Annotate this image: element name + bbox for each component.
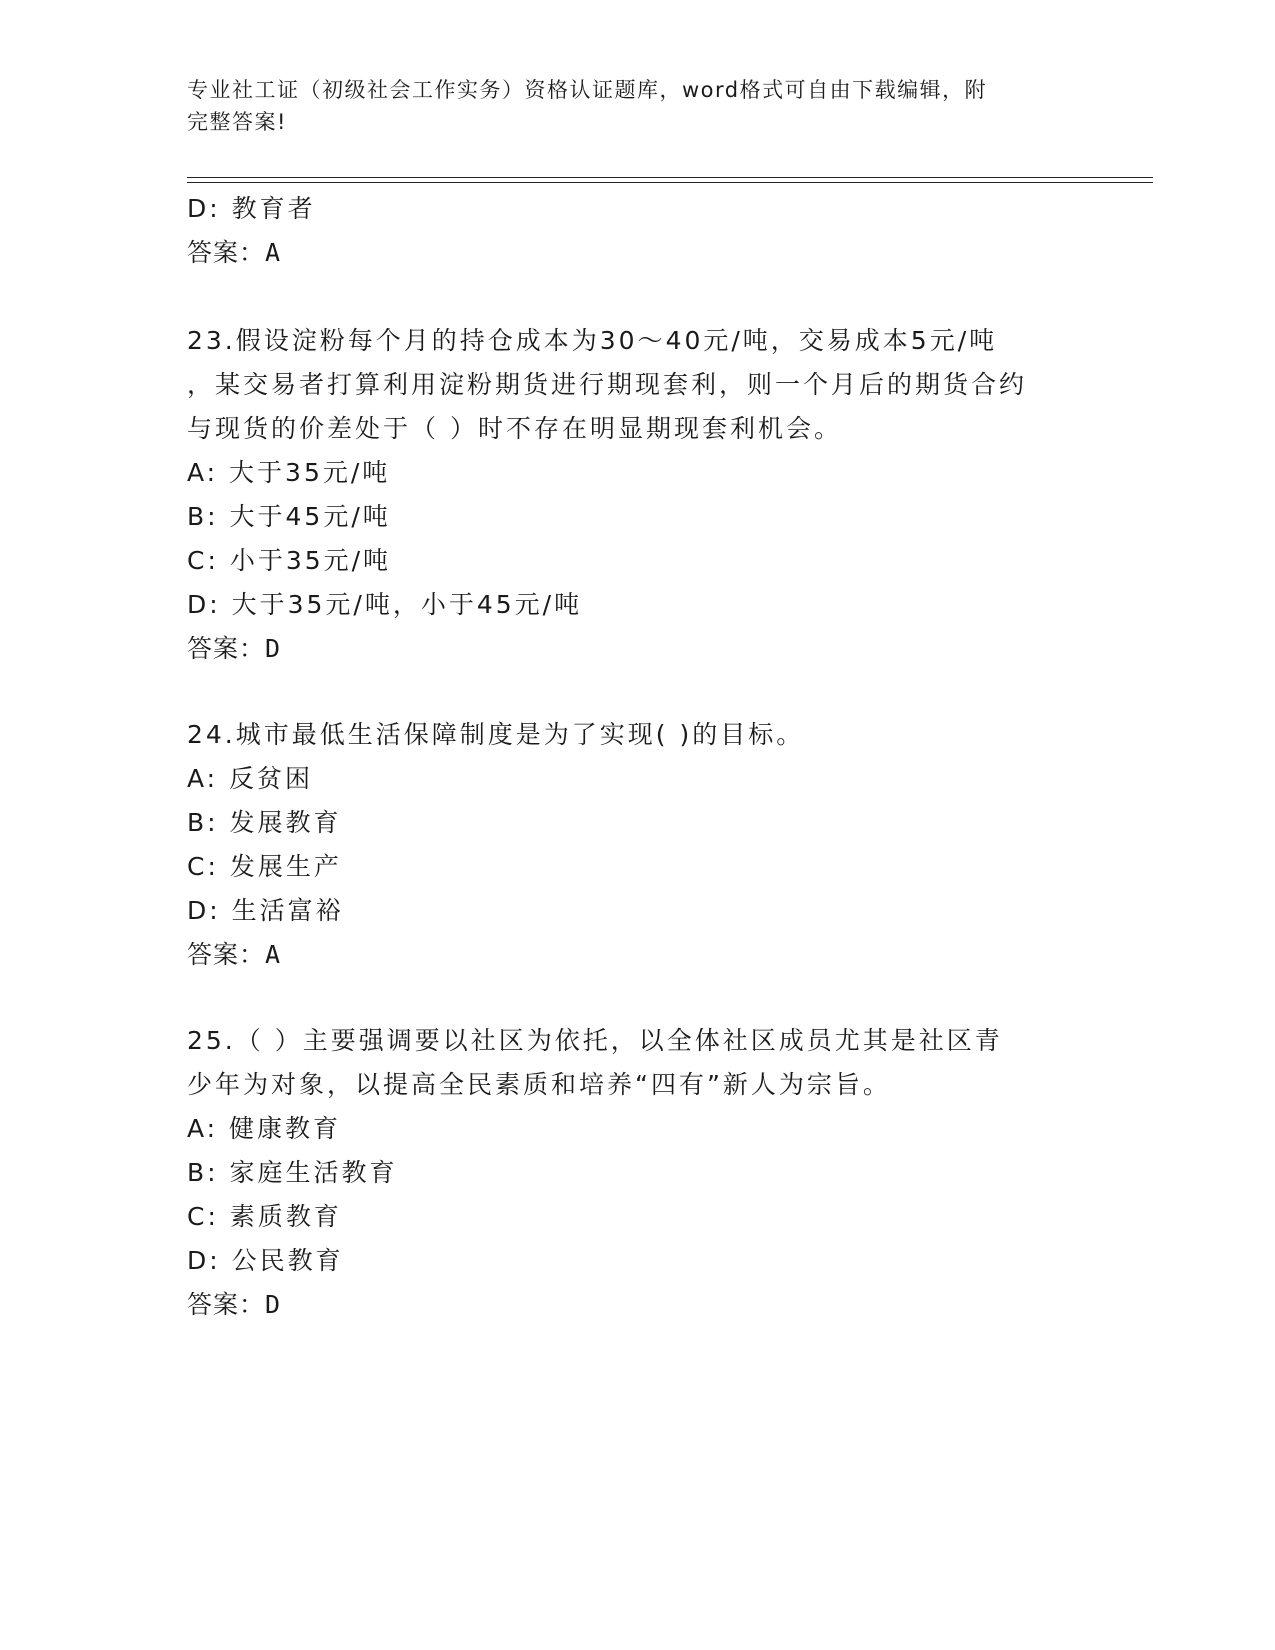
answer-label: 答案： [187, 1290, 266, 1319]
q25-stem-line-2: 少年为对象，以提高全民素质和培养“四有”新人为宗旨。 [187, 1070, 891, 1099]
q23-option-c: C: 小于35元/吨 [187, 546, 392, 575]
header-title-line-1: 专业社工证（初级社会工作实务）资格认证题库，word格式可自由下载编辑，附 [187, 78, 988, 102]
header-divider-bottom [187, 182, 1153, 183]
q23-stem-line-2: ，某交易者打算利用淀粉期货进行期现套利，则一个月后的期货合约 [187, 370, 1028, 399]
answer-label: 答案： [187, 634, 266, 663]
q23-option-a: A: 大于35元/吨 [187, 458, 391, 487]
q23-option-b: B: 大于45元/吨 [187, 502, 391, 531]
q25-option-b: B: 家庭生活教育 [187, 1158, 398, 1187]
q25-option-d: D: 公民教育 [187, 1246, 344, 1275]
q24-answer [187, 938, 281, 972]
q23-option-d: D: 大于35元/吨，小于45元/吨 [187, 590, 583, 619]
document-header [187, 74, 1077, 138]
q25-option-c: C: 素质教育 [187, 1202, 342, 1231]
q25-answer [187, 1288, 281, 1322]
answer-value: A [265, 940, 282, 969]
q24-stem-line-1: 24.城市最低生活保障制度是为了实现( )的目标。 [187, 720, 805, 749]
q23-stem-line-3: 与现货的价差处于（ ）时不存在明显期现套利机会。 [187, 414, 842, 443]
answer-value: D [265, 1290, 282, 1319]
q24-option-d: D: 生活富裕 [187, 896, 344, 925]
answer-value: D [265, 634, 282, 663]
answer-value: A [265, 238, 282, 267]
answer-label: 答案： [187, 940, 266, 969]
prev-option-d: D: 教育者 [187, 194, 316, 223]
header-divider-top [187, 177, 1153, 178]
q24-option-a: A: 反贫困 [187, 764, 314, 793]
q23-stem-line-1: 23.假设淀粉每个月的持仓成本为30～40元/吨，交易成本5元/吨 [187, 326, 998, 355]
prev-answer [187, 236, 281, 270]
q24-option-b: B: 发展教育 [187, 808, 342, 837]
q23-answer [187, 632, 281, 666]
q24-option-c: C: 发展生产 [187, 852, 342, 881]
q25-option-a: A: 健康教育 [187, 1114, 342, 1143]
q25-stem-line-1: 25.（ ）主要强调要以社区为依托，以全体社区成员尤其是社区青 [187, 1026, 1003, 1055]
answer-label: 答案： [187, 238, 266, 267]
header-title-line-2: 完整答案! [187, 110, 287, 134]
